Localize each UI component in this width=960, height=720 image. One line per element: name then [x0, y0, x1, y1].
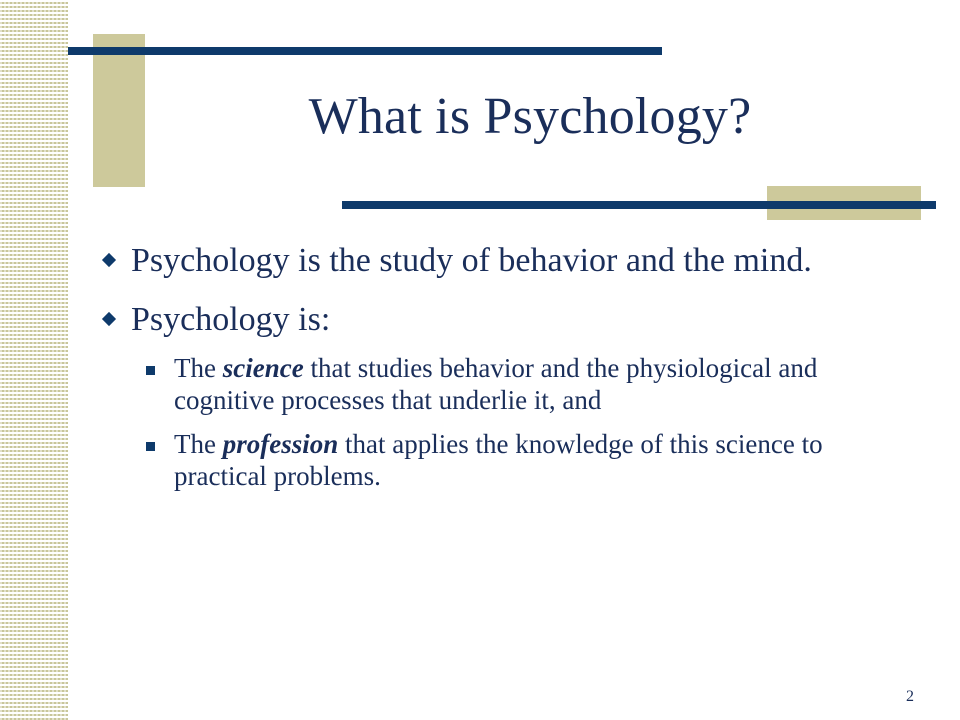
bullet-item: [100, 299, 880, 340]
bullet-text: Psychology is:: [131, 301, 331, 338]
sub-bullet-emphasis: science: [222, 353, 304, 383]
decorative-top-rule: [68, 47, 662, 55]
sub-bullet-list: [100, 352, 880, 492]
diamond-bullet-icon: [102, 253, 116, 267]
square-bullet-icon: [146, 442, 155, 451]
slide-content: [100, 240, 880, 504]
sub-bullet-item: [100, 352, 880, 416]
sub-bullet-emphasis: profession: [222, 429, 339, 459]
sub-bullet-prefix: The: [174, 353, 223, 383]
page-number: 2: [906, 688, 914, 705]
decorative-bottom-rule: [342, 201, 936, 209]
slide-title: What is Psychology?: [308, 88, 752, 145]
bullet-text: Psychology is the study of behavior and the mind.: [131, 242, 812, 279]
diamond-bullet-icon: [102, 312, 116, 326]
bullet-item: [100, 240, 880, 281]
sub-bullet-prefix: The: [174, 429, 223, 459]
square-bullet-icon: [146, 366, 155, 375]
sub-bullet-suffix: that studies behavior and the physiological and cognitive processes that underlie it, and: [174, 353, 818, 415]
sub-bullet-suffix: that applies the knowledge of this science to practical problems.: [174, 429, 823, 491]
sub-bullet-item: [100, 428, 880, 492]
